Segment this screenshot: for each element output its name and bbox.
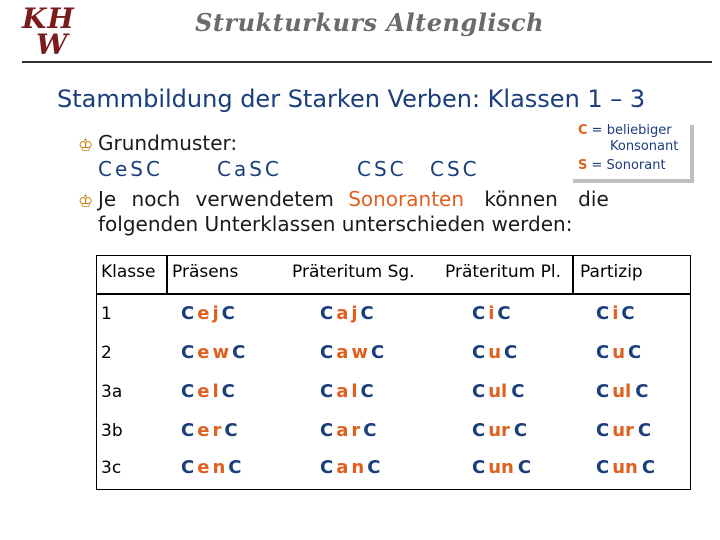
stem-pattern-cell bbox=[181, 303, 238, 324]
klasse-label: 3b bbox=[101, 421, 123, 441]
stem-pattern-cell bbox=[472, 342, 520, 363]
header-praeteritum-sg: Präteritum Sg. bbox=[292, 262, 415, 282]
bullet2-text-c: können die bbox=[484, 187, 609, 211]
stem-vowel-sonorant: a bbox=[336, 420, 352, 441]
bullet2-sonoranten: Sonoranten bbox=[348, 187, 465, 211]
stem-vowel-sonorant: l bbox=[351, 381, 361, 402]
bullet-icon: ♔ bbox=[78, 192, 94, 212]
stem-vowel-sonorant: ur bbox=[488, 420, 510, 441]
stem-vowel-sonorant: u bbox=[488, 342, 505, 363]
consonant-symbol: C bbox=[181, 303, 198, 324]
stem-vowel-sonorant: un bbox=[612, 457, 638, 478]
stem-pattern-cell bbox=[320, 457, 383, 478]
stem-vowel-sonorant: e bbox=[197, 303, 213, 324]
stem-pattern-cell bbox=[181, 420, 241, 441]
stem-pattern-cell bbox=[320, 342, 387, 363]
stem-vowel-sonorant: ur bbox=[612, 420, 634, 441]
consonant-symbol: C bbox=[228, 457, 245, 478]
stem-vowel-sonorant: a bbox=[336, 381, 352, 402]
stem-pattern-cell bbox=[596, 342, 644, 363]
klasse-label: 2 bbox=[101, 343, 112, 363]
consonant-symbol: C bbox=[360, 303, 377, 324]
stem-pattern-cell bbox=[472, 457, 534, 478]
consonant-symbol: C bbox=[320, 303, 337, 324]
stem-vowel-sonorant: a bbox=[336, 457, 352, 478]
consonant-symbol: C bbox=[320, 457, 337, 478]
kh-w-logo bbox=[22, 2, 92, 61]
consonant-symbol: C bbox=[320, 381, 337, 402]
consonant-symbol: C bbox=[221, 303, 238, 324]
bullet2-text-a: Je noch verwendetem bbox=[98, 187, 334, 211]
stem-vowel-sonorant: j bbox=[351, 303, 361, 324]
stem-vowel-sonorant: i bbox=[612, 303, 622, 324]
klasse-label: 3c bbox=[101, 458, 122, 478]
stem-pattern-cell bbox=[472, 381, 527, 402]
stem-pattern-cell bbox=[320, 420, 379, 441]
stem-pattern-cell bbox=[596, 457, 658, 478]
table-col-divider bbox=[166, 255, 168, 295]
stem-vowel-sonorant: w bbox=[351, 342, 372, 363]
bullet2-line2: folgenden Unterklassen unterschieden werden: bbox=[98, 212, 573, 236]
stem-vowel-sonorant: e bbox=[197, 342, 213, 363]
header-partizip: Partizip bbox=[580, 262, 643, 282]
consonant-symbol: C bbox=[628, 342, 645, 363]
stem-vowel-sonorant: un bbox=[488, 457, 514, 478]
legend-c-row bbox=[578, 123, 672, 139]
consonant-symbol: C bbox=[181, 420, 198, 441]
consonant-symbol: C bbox=[513, 420, 531, 441]
stem-vowel-sonorant: a bbox=[336, 303, 352, 324]
stem-vowel-sonorant: n bbox=[212, 457, 229, 478]
consonant-symbol: C bbox=[367, 457, 384, 478]
stem-vowel-sonorant: e bbox=[197, 381, 213, 402]
consonant-symbol: C bbox=[641, 457, 659, 478]
stem-vowel-sonorant: w bbox=[212, 342, 233, 363]
stem-pattern-cell bbox=[472, 420, 530, 441]
stem-pattern-cell bbox=[320, 381, 377, 402]
consonant-symbol: C bbox=[181, 342, 198, 363]
stem-pattern-cell bbox=[472, 303, 514, 324]
slide-title: Stammbildung der Starken Verben: Klassen 1 – 3 bbox=[57, 85, 646, 113]
consonant-symbol: C bbox=[232, 342, 249, 363]
legend-s-text: = Sonorant bbox=[587, 158, 666, 173]
bullet1-text: Grundmuster: bbox=[98, 131, 238, 155]
consonant-symbol: C bbox=[181, 457, 198, 478]
legend-box bbox=[569, 121, 690, 179]
consonant-symbol: C bbox=[181, 381, 198, 402]
consonant-symbol: C bbox=[596, 381, 613, 402]
header-klasse: Klasse bbox=[101, 262, 156, 282]
legend-s-symbol: S bbox=[578, 158, 588, 173]
consonant-symbol: C bbox=[472, 457, 489, 478]
logo-text-kh: KH bbox=[22, 2, 75, 35]
stem-pattern-cell bbox=[596, 420, 654, 441]
consonant-symbol: C bbox=[360, 381, 377, 402]
pattern-2: CaSC bbox=[217, 157, 282, 181]
header-praeteritum-pl: Präteritum Pl. bbox=[445, 262, 561, 282]
verb-classes-table bbox=[96, 255, 691, 490]
stem-pattern-cell bbox=[181, 457, 244, 478]
table-col-divider bbox=[572, 255, 574, 295]
header-praesens: Präsens bbox=[172, 262, 239, 282]
stem-vowel-sonorant: l bbox=[212, 381, 222, 402]
consonant-symbol: C bbox=[621, 303, 638, 324]
pattern-3: CSC bbox=[357, 157, 407, 181]
consonant-symbol: C bbox=[517, 457, 535, 478]
consonant-symbol: C bbox=[320, 420, 337, 441]
stem-pattern-cell bbox=[181, 342, 248, 363]
consonant-symbol: C bbox=[596, 342, 613, 363]
stem-vowel-sonorant: e bbox=[197, 420, 213, 441]
consonant-symbol: C bbox=[472, 381, 489, 402]
consonant-symbol: C bbox=[320, 342, 337, 363]
stem-vowel-sonorant: r bbox=[212, 420, 225, 441]
stem-vowel-sonorant: u bbox=[612, 342, 629, 363]
stem-vowel-sonorant: j bbox=[212, 303, 222, 324]
legend-c-text2: Konsonant bbox=[610, 139, 679, 154]
consonant-symbol: C bbox=[371, 342, 388, 363]
consonant-symbol: C bbox=[224, 420, 241, 441]
consonant-symbol: C bbox=[472, 303, 489, 324]
stem-vowel-sonorant: i bbox=[488, 303, 498, 324]
consonant-symbol: C bbox=[504, 342, 521, 363]
consonant-symbol: C bbox=[472, 420, 489, 441]
stem-vowel-sonorant: a bbox=[336, 342, 352, 363]
stem-vowel-sonorant: ul bbox=[612, 381, 632, 402]
consonant-symbol: C bbox=[363, 420, 380, 441]
logo-text-w: W bbox=[36, 28, 68, 61]
stem-vowel-sonorant: e bbox=[197, 457, 213, 478]
pattern-4: CSC bbox=[430, 157, 480, 181]
legend-s-row bbox=[578, 158, 666, 174]
stem-vowel-sonorant: ul bbox=[488, 381, 508, 402]
consonant-symbol: C bbox=[596, 457, 613, 478]
consonant-symbol: C bbox=[596, 420, 613, 441]
stem-pattern-cell bbox=[181, 381, 238, 402]
consonant-symbol: C bbox=[637, 420, 655, 441]
stem-pattern-cell bbox=[596, 303, 638, 324]
klasse-label: 3a bbox=[101, 382, 123, 402]
consonant-symbol: C bbox=[511, 381, 528, 402]
consonant-symbol: C bbox=[221, 381, 238, 402]
stem-vowel-sonorant: n bbox=[351, 457, 368, 478]
bullet2-line1 bbox=[98, 187, 609, 211]
legend-c-symbol: C bbox=[578, 123, 588, 138]
consonant-symbol: C bbox=[596, 303, 613, 324]
consonant-symbol: C bbox=[472, 342, 489, 363]
stem-pattern-cell bbox=[596, 381, 651, 402]
legend-c-text: = beliebiger bbox=[587, 123, 672, 138]
stem-pattern-cell bbox=[320, 303, 377, 324]
pattern-1: CeSC bbox=[98, 157, 163, 181]
course-title: Strukturkurs Altenglisch bbox=[195, 8, 545, 37]
klasse-label: 1 bbox=[101, 304, 112, 324]
header-divider bbox=[22, 61, 712, 63]
consonant-symbol: C bbox=[497, 303, 514, 324]
stem-vowel-sonorant: r bbox=[351, 420, 364, 441]
bullet-icon: ♔ bbox=[78, 136, 94, 156]
table-header-divider bbox=[96, 293, 691, 295]
consonant-symbol: C bbox=[635, 381, 652, 402]
